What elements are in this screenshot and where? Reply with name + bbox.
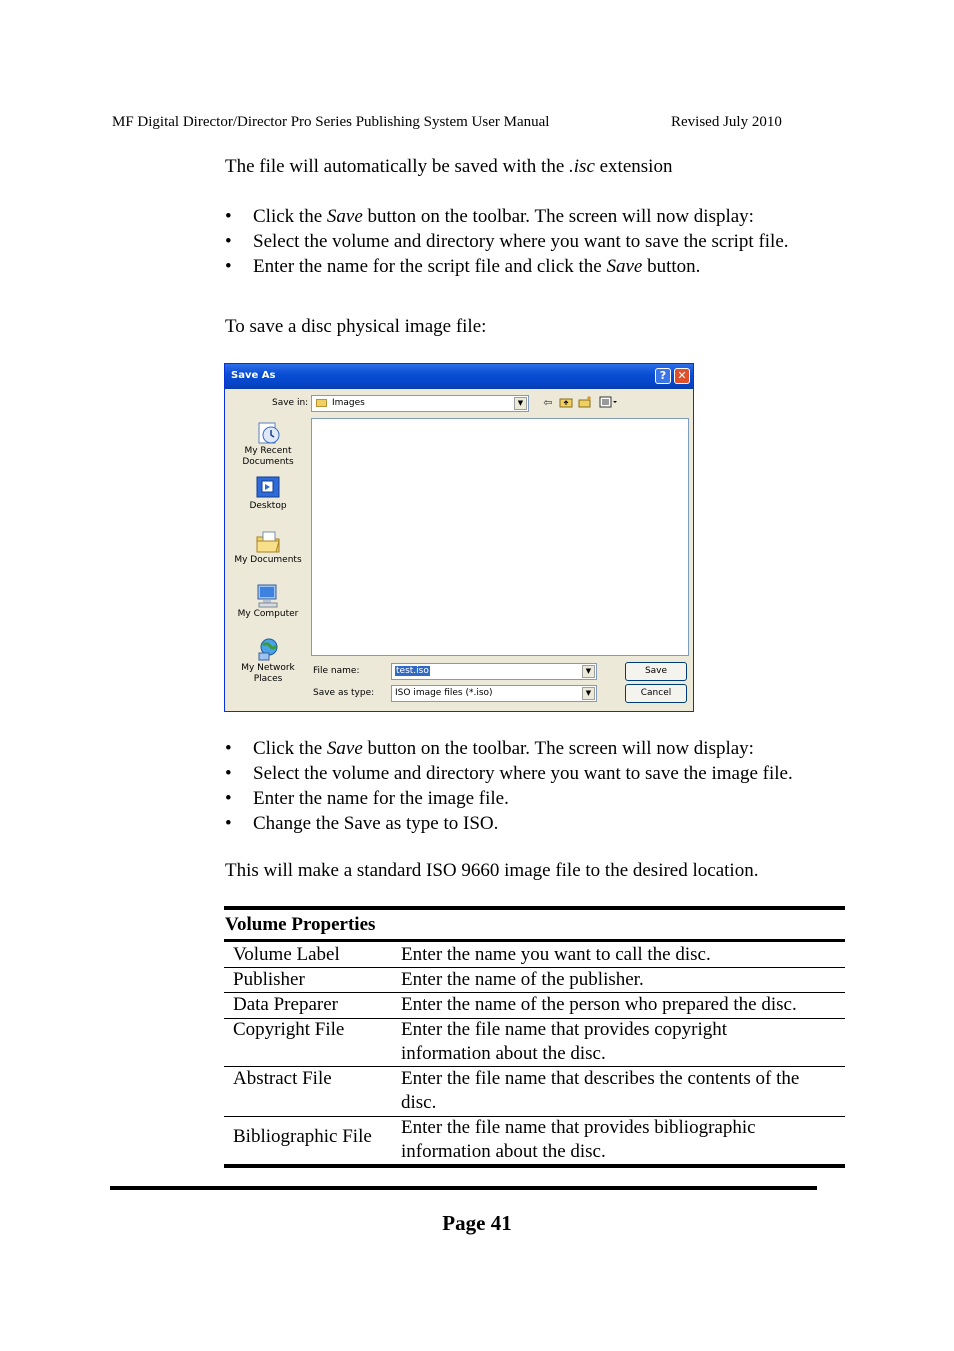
place-desktop[interactable] [231, 475, 305, 512]
save-as-type-dropdown[interactable] [391, 685, 597, 702]
list-item: • Change the Save as type to ISO. [225, 813, 499, 834]
document-revision-date: Revised July 2010 [671, 114, 782, 130]
property-name: Data Preparer [233, 994, 338, 1015]
save-button[interactable]: Save [625, 662, 687, 681]
property-name: Abstract File [233, 1068, 332, 1089]
list-item: • Enter the name for the script file and click the Save button. [225, 256, 701, 277]
chevron-down-icon[interactable]: ▼ [514, 397, 527, 410]
save-as-dialog [224, 363, 694, 712]
new-folder-icon[interactable] [578, 396, 592, 410]
save-in-label: Save in: [272, 398, 309, 408]
place-label: My Recent [244, 446, 292, 456]
views-menu-icon[interactable] [598, 396, 620, 410]
chevron-down-icon[interactable]: ▼ [582, 687, 595, 700]
document-header-title: MF Digital Director/Director Pro Series Publishing System User Manual [112, 114, 550, 130]
file-name-input[interactable] [391, 663, 597, 680]
table-top-rule [224, 906, 845, 910]
footer-rule [110, 1186, 817, 1190]
property-description: information about the disc. [401, 1141, 606, 1162]
place-my-network-places[interactable] [231, 637, 305, 685]
bullet-glyph: • [225, 738, 232, 759]
volume-properties-table [224, 906, 845, 1168]
property-name: Volume Label [233, 944, 340, 965]
page-number: Page 41 [442, 1211, 512, 1235]
my-computer-icon [254, 583, 282, 609]
save-as-type-value: ISO image files (*.iso) [395, 688, 493, 698]
network-places-icon [254, 637, 282, 663]
save-in-dropdown[interactable] [311, 395, 529, 412]
bullet-glyph: • [225, 231, 232, 252]
property-description: disc. [401, 1092, 437, 1113]
bullet-glyph: • [225, 788, 232, 809]
dialog-titlebar [225, 364, 693, 389]
list-item: • Select the volume and directory where you want to save the image file. [225, 763, 793, 784]
image-section-heading: To save a disc physical image file: [225, 316, 487, 337]
chevron-down-icon[interactable]: ▼ [582, 665, 595, 678]
recent-documents-icon [254, 420, 282, 446]
iso-note: This will make a standard ISO 9660 image file to the desired location. [225, 860, 759, 881]
file-list-pane[interactable] [311, 418, 689, 656]
save-as-type-label: Save as type: [313, 688, 375, 698]
property-description: Enter the name of the publisher. [401, 969, 644, 990]
property-name: Copyright File [233, 1019, 345, 1040]
property-description: Enter the file name that provides copyright [401, 1019, 728, 1040]
property-name: Bibliographic File [233, 1126, 372, 1147]
bullet-glyph: • [225, 763, 232, 784]
places-bar [231, 416, 305, 706]
back-arrow-icon[interactable]: ⇦ [543, 396, 553, 409]
folder-icon [316, 399, 327, 407]
property-name: Publisher [233, 969, 305, 990]
place-label: Desktop [249, 501, 287, 511]
intro-text-start: The file will automatically be saved with the [225, 156, 570, 177]
intro-extension: .isc [569, 156, 595, 177]
place-label: My Documents [234, 555, 302, 565]
property-description: Enter the file name that describes the contents of the [401, 1068, 800, 1089]
place-label: Places [253, 674, 283, 684]
property-description: information about the disc. [401, 1043, 606, 1064]
cancel-button[interactable]: Cancel [625, 684, 687, 703]
table-bottom-rule [224, 1164, 845, 1168]
file-name-label: File name: [313, 666, 360, 676]
place-my-recent-documents[interactable] [231, 420, 305, 468]
intro-text-end: extension [594, 156, 673, 177]
list-item: • Enter the name for the image file. [225, 788, 509, 809]
place-label: My Computer [237, 609, 299, 619]
bullet-glyph: • [225, 206, 232, 227]
save-in-value: Images [332, 398, 365, 408]
table-header-rule [224, 939, 845, 942]
my-documents-icon [254, 529, 282, 555]
place-my-documents[interactable] [231, 529, 305, 566]
script-save-steps [225, 204, 789, 279]
property-description: Enter the name you want to call the disc. [401, 944, 711, 965]
bullet-glyph: • [225, 813, 232, 834]
list-item: • Click the Save button on the toolbar. The screen will now display: [225, 738, 754, 759]
desktop-icon [254, 475, 282, 501]
up-folder-icon[interactable] [559, 396, 573, 410]
dialog-title: Save As [231, 370, 276, 381]
table-title: Volume Properties [225, 914, 376, 935]
image-save-steps [225, 736, 793, 836]
close-button[interactable]: ✕ [674, 368, 690, 384]
list-item: • Select the volume and directory where you want to save the script file. [225, 231, 789, 252]
help-button[interactable]: ? [655, 368, 671, 384]
property-description: Enter the name of the person who prepared the disc. [401, 994, 797, 1015]
place-label: My Network [241, 663, 295, 673]
list-item: • Click the Save button on the toolbar. The screen will now display: [225, 206, 754, 227]
property-description: Enter the file name that provides bibliographic [401, 1117, 756, 1138]
intro-paragraph [225, 156, 672, 178]
place-label: Documents [242, 457, 294, 467]
place-my-computer[interactable] [231, 583, 305, 620]
bullet-glyph: • [225, 256, 232, 277]
file-name-value: test.iso [396, 666, 429, 676]
